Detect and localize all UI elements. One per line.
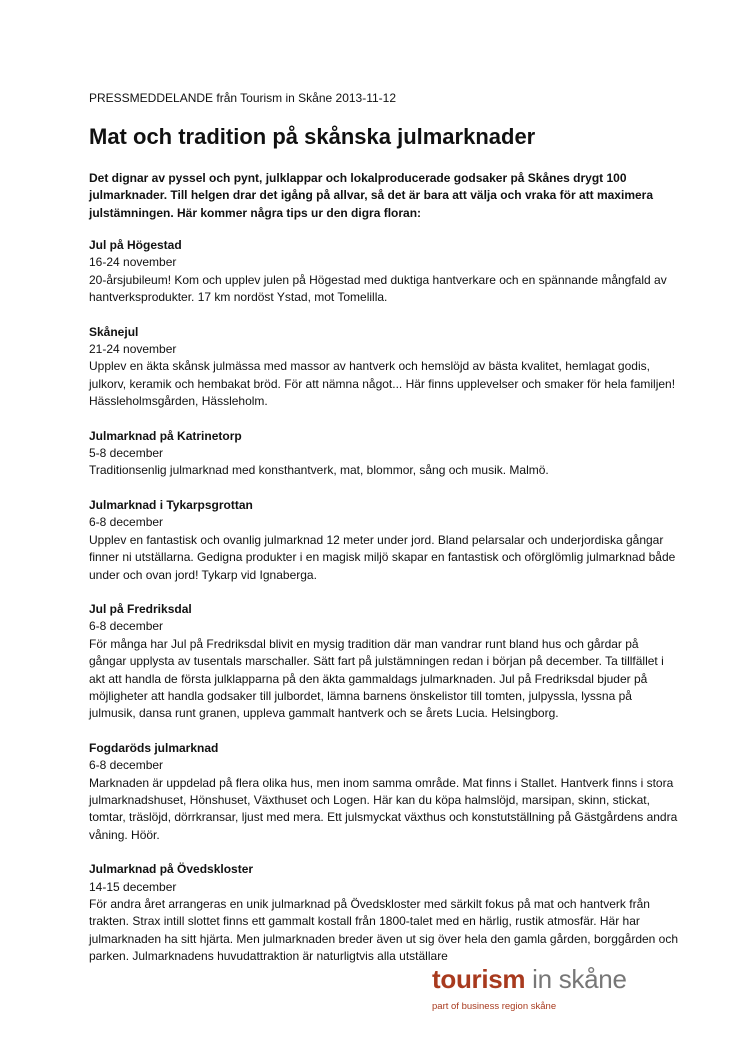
- logo-word-in-skane: in skåne: [525, 964, 627, 994]
- logo-tagline: part of business region skåne: [432, 1001, 557, 1012]
- event-dates: 16-24 november: [89, 255, 177, 270]
- logo-word-tourism: tourism: [432, 964, 526, 994]
- event-item: [89, 237, 679, 307]
- event-dates: 5-8 december: [89, 446, 164, 461]
- event-dates: 21-24 november: [89, 342, 177, 357]
- event-name: Skånejul: [89, 324, 139, 339]
- event-name: Julmarknad på Katrinetorp: [89, 428, 242, 443]
- logo-wordmark: [432, 963, 672, 995]
- event-description: 20-årsjubileum! Kom och upplev julen på Högestad med duktiga hantverkare och en spännande mångfald av hantverksprodukter. 17 km nordöst Ystad, mot Tomelilla.: [89, 272, 667, 305]
- event-description: Marknaden är uppdelad på flera olika hus, men inom samma område. Mat finns i Stallet. Hantverk finns i stora julmarknadshuset, Hönshuset, Växthuset och Logen. Här kan du köpa halmslöjd, marsipan, skinn, stickat, tomtar, träslöjd, dörrkransar, ljust med mera. Ett julsmyckat växthus och konstutställning på Gästgårdens andra våning. Höör.: [89, 775, 678, 842]
- event-item: [89, 497, 679, 584]
- event-dates: 14-15 december: [89, 879, 177, 894]
- event-name: Julmarknad i Tykarpsgrottan: [89, 497, 253, 512]
- event-list: [89, 237, 679, 983]
- event-item: [89, 428, 679, 480]
- event-description: Upplev en äkta skånsk julmässa med massor av hantverk och hemslöjd av bästa kvalitet, hemlagat godis, julkorv, keramik och hembakat bröd. För att nämna något... Här finns upplevelser och smaker för hela familjen! Hässleholmsgården, Hässleholm.: [89, 359, 676, 409]
- lead-paragraph: Det dignar av pyssel och pynt, julklappar och lokalproducerade godsaker på Skånes drygt 100 julmarknader. Till helgen drar det igång på allvar, så det är bara att välja och vraka för att maximera julstämningen. Här kommer några tips ur den digra floran:: [89, 171, 654, 220]
- event-name: Julmarknad på Övedskloster: [89, 862, 254, 877]
- event-description: Upplev en fantastisk och ovanlig julmarknad 12 meter under jord. Bland pelarsalar och underjordiska gångar finner ni utställarna. Gedigna produkter i en magisk miljö skapar en fantastisk och oförglömlig julmarknad både under och ovan jord! Tykarp vid Ignaberga.: [89, 532, 676, 582]
- event-dates: 6-8 december: [89, 758, 164, 773]
- event-description: Traditionsenlig julmarknad med konsthantverk, mat, blommor, sång och musik. Malmö.: [89, 463, 549, 478]
- event-name: Jul på Fredriksdal: [89, 601, 192, 616]
- event-item: [89, 601, 679, 723]
- event-item: [89, 324, 679, 411]
- event-item: [89, 740, 679, 844]
- page-title: Mat och tradition på skånska julmarknader: [89, 124, 536, 149]
- event-description: För många har Jul på Fredriksdal blivit en mysig tradition där man vandrar runt bland hus och gårdar på gångar upplysta av tusentals marschaller. Sätt fart på julstämningen redan i början på december. Ta tillfället i akt att handla de första julklapparna på den äkta gammaldags julmarknaden. Jul på Fredriksdal bjuder på möjligheter att handla godsaker till julbordet, lämna barnens önskelistor till tomten, julpyssla, lyssna på julmusik, dansa runt granen, uppleva gammalt hantverk och se årets Lucia. Helsingborg.: [89, 636, 664, 721]
- event-name: Fogdaröds julmarknad: [89, 740, 219, 755]
- event-description: För andra året arrangeras en unik julmarknad på Övedskloster med särkilt fokus på mat och hantverk från trakten. Strax intill slottet finns ett gammalt kostall från 1800-talet med en härlig, rustik atmosfär. Här har julmarknaden ha sitt hjärta. Men julmarknaden breder även ut sig över hela den gamla gården, borggården och parken. Julmarknadens huvudattraktion är naturligtvis alla utställare: [89, 897, 679, 964]
- tourism-in-skane-logo: [432, 963, 672, 1023]
- event-name: Jul på Högestad: [89, 238, 182, 252]
- press-release-kicker: PRESSMEDDELANDE från Tourism in Skåne 2013-11-12: [89, 91, 397, 105]
- event-dates: 6-8 december: [89, 515, 164, 530]
- event-dates: 6-8 december: [89, 619, 164, 634]
- event-item: [89, 861, 679, 965]
